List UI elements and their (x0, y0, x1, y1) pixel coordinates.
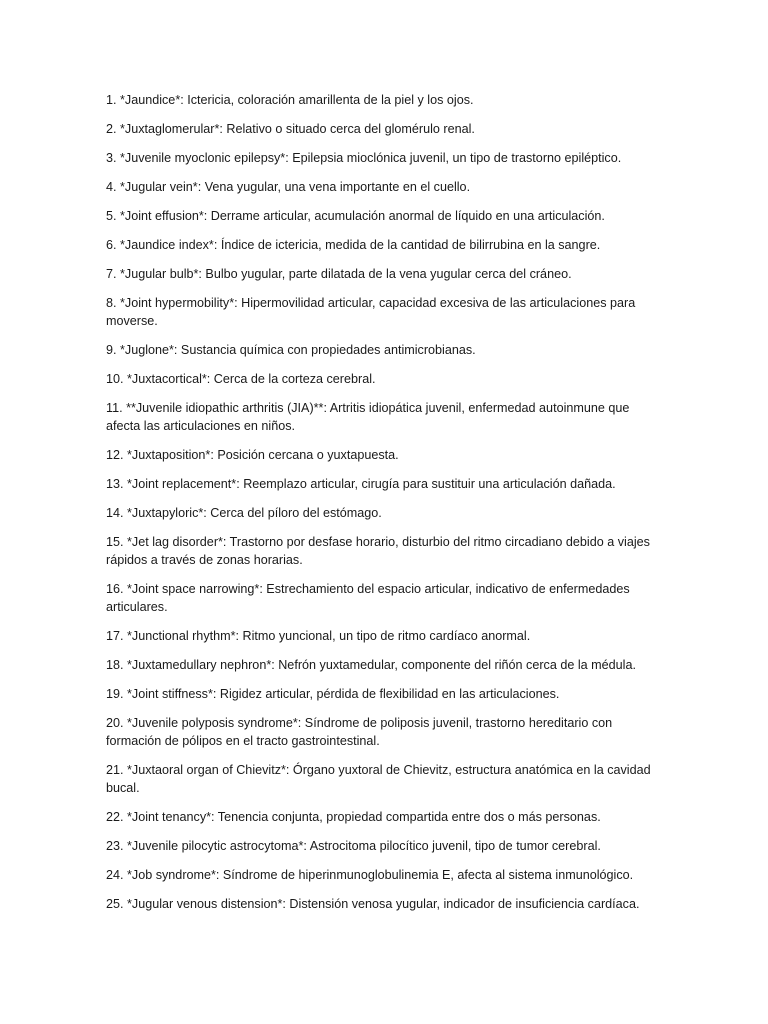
glossary-entry: 16. *Joint space narrowing*: Estrechamiento del espacio articular, indicativo de enfermedades articulares. (106, 582, 630, 614)
glossary-entry: 25. *Jugular venous distension*: Distensión venosa yugular, indicador de insuficiencia cardíaca. (106, 897, 640, 911)
glossary-entry: 20. *Juvenile polyposis syndrome*: Síndrome de poliposis juvenil, trastorno hereditario con formación de pólipos en el tracto gastrointestinal. (106, 716, 613, 748)
glossary-entry: 6. *Jaundice index*: Índice de ictericia, medida de la cantidad de bilirrubina en la sangre. (106, 238, 601, 252)
glossary-entry: 9. *Juglone*: Sustancia química con propiedades antimicrobianas. (106, 343, 476, 357)
glossary-entry: 7. *Jugular bulb*: Bulbo yugular, parte dilatada de la vena yugular cerca del cráneo. (106, 267, 572, 281)
glossary-entry: 10. *Juxtacortical*: Cerca de la corteza cerebral. (106, 372, 376, 386)
glossary-entry: 21. *Juxtaoral organ of Chievitz*: Órgano yuxtoral de Chievitz, estructura anatómica en la cavidad bucal. (106, 763, 651, 795)
glossary-entry: 8. *Joint hypermobility*: Hipermovilidad articular, capacidad excesiva de las articulaciones para moverse. (106, 296, 636, 328)
glossary-entry: 14. *Juxtapyloric*: Cerca del píloro del estómago. (106, 506, 382, 520)
glossary-entry: 18. *Juxtamedullary nephron*: Nefrón yuxtamedular, componente del riñón cerca de la médula. (106, 658, 636, 672)
glossary-entry: 4. *Jugular vein*: Vena yugular, una vena importante en el cuello. (106, 180, 471, 194)
glossary-list (106, 91, 666, 924)
glossary-entry: 17. *Junctional rhythm*: Ritmo yuncional, un tipo de ritmo cardíaco anormal. (106, 629, 531, 643)
glossary-entry: 13. *Joint replacement*: Reemplazo articular, cirugía para sustituir una articulación dañada. (106, 477, 616, 491)
glossary-entry: 2. *Juxtaglomerular*: Relativo o situado cerca del glomérulo renal. (106, 122, 475, 136)
glossary-entry: 22. *Joint tenancy*: Tenencia conjunta, propiedad compartida entre dos o más personas. (106, 810, 601, 824)
glossary-entry: 11. **Juvenile idiopathic arthritis (JIA)**: Artritis idiopática juvenil, enfermedad autoinmune que afecta las articulaciones en niños. (106, 401, 630, 433)
glossary-entry: 12. *Juxtaposition*: Posición cercana o yuxtapuesta. (106, 448, 399, 462)
glossary-entry: 5. *Joint effusion*: Derrame articular, acumulación anormal de líquido en una articulación. (106, 209, 605, 223)
glossary-entry: 3. *Juvenile myoclonic epilepsy*: Epilepsia mioclónica juvenil, un tipo de trastorno epiléptico. (106, 151, 622, 165)
glossary-entry: 15. *Jet lag disorder*: Trastorno por desfase horario, disturbio del ritmo circadiano debido a viajes rápidos a través de zonas horarias. (106, 535, 650, 567)
glossary-entry: 1. *Jaundice*: Ictericia, coloración amarillenta de la piel y los ojos. (106, 93, 474, 107)
glossary-entry: 23. *Juvenile pilocytic astrocytoma*: Astrocitoma pilocítico juvenil, tipo de tumor cerebral. (106, 839, 601, 853)
glossary-entry: 24. *Job syndrome*: Síndrome de hiperinmunoglobulinemia E, afecta al sistema inmunológico. (106, 868, 634, 882)
glossary-entry: 19. *Joint stiffness*: Rigidez articular, pérdida de flexibilidad en las articulaciones. (106, 687, 560, 701)
